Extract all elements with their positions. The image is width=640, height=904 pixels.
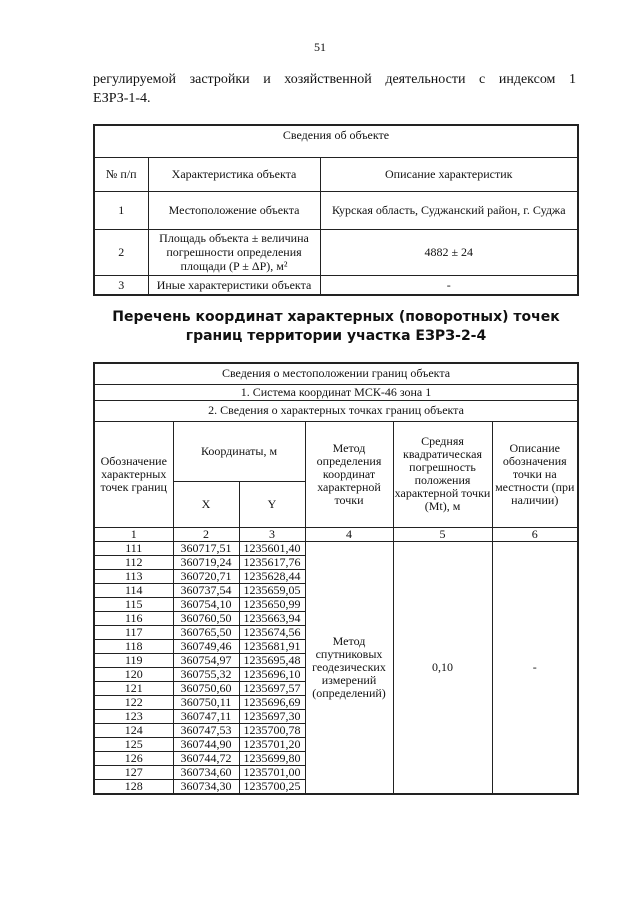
coordinates-table <box>93 362 579 795</box>
point-y: 1235659,05 <box>239 583 305 597</box>
point-x: 360734,30 <box>173 779 239 794</box>
point-x: 360737,54 <box>173 583 239 597</box>
point-y: 1235601,40 <box>239 541 305 555</box>
description-cell: - <box>492 541 578 794</box>
point-id: 111 <box>94 541 173 555</box>
point-x: 360765,50 <box>173 625 239 639</box>
point-id: 120 <box>94 667 173 681</box>
accuracy-cell: 0,10 <box>393 541 492 794</box>
method-cell: Метод спутниковых геодезических измерений (определений) <box>305 541 393 794</box>
point-y: 1235628,44 <box>239 569 305 583</box>
header-designation: Обозначение характерных точек границ <box>94 421 173 527</box>
row-characteristic: Местоположение объекта <box>148 191 320 229</box>
point-id: 119 <box>94 653 173 667</box>
row-characteristic: Иные характеристики объекта <box>148 275 320 295</box>
coords-title: Сведения о местоположении границ объекта <box>94 363 578 384</box>
intro-line-1: регулируемой застройки и хозяйственной деятельности с индексом 1 <box>93 72 576 87</box>
point-id: 115 <box>94 597 173 611</box>
point-id: 128 <box>94 779 173 794</box>
point-id: 125 <box>94 737 173 751</box>
col-number-2: 2 <box>173 527 239 541</box>
col-number-6: 6 <box>492 527 578 541</box>
row-description: Курская область, Суджанский район, г. Суджа <box>320 191 578 229</box>
point-id: 112 <box>94 555 173 569</box>
point-id: 117 <box>94 625 173 639</box>
point-y: 1235697,57 <box>239 681 305 695</box>
point-x: 360744,90 <box>173 737 239 751</box>
point-id: 114 <box>94 583 173 597</box>
col-number-5: 5 <box>393 527 492 541</box>
intro-line-2: ЕЗРЗ-1-4. <box>93 91 151 106</box>
point-x: 360720,71 <box>173 569 239 583</box>
point-id: 113 <box>94 569 173 583</box>
coords-points-title: 2. Сведения о характерных точках границ объекта <box>94 400 578 421</box>
row-description: 4882 ± 24 <box>320 229 578 275</box>
point-id: 121 <box>94 681 173 695</box>
point-id: 124 <box>94 723 173 737</box>
row-description: - <box>320 275 578 295</box>
point-id: 122 <box>94 695 173 709</box>
point-y: 1235699,80 <box>239 751 305 765</box>
point-x: 360747,11 <box>173 709 239 723</box>
point-y: 1235701,20 <box>239 737 305 751</box>
page-number: 51 <box>314 40 326 54</box>
object-info-title: Сведения об объекте <box>94 125 578 157</box>
point-x: 360755,32 <box>173 667 239 681</box>
point-y: 1235697,30 <box>239 709 305 723</box>
point-y: 1235700,78 <box>239 723 305 737</box>
point-y: 1235701,00 <box>239 765 305 779</box>
point-x: 360750,11 <box>173 695 239 709</box>
point-x: 360717,51 <box>173 541 239 555</box>
point-x: 360760,50 <box>173 611 239 625</box>
col-number-4: 4 <box>305 527 393 541</box>
point-x: 360754,10 <box>173 597 239 611</box>
header-coordinates: Координаты, м <box>173 421 305 481</box>
object-info-table <box>93 124 579 296</box>
coords-system: 1. Система координат МСК-46 зона 1 <box>94 384 578 400</box>
point-y: 1235663,94 <box>239 611 305 625</box>
coordinates-heading <box>93 308 579 346</box>
point-id: 126 <box>94 751 173 765</box>
col-number-1: 1 <box>94 527 173 541</box>
point-id: 118 <box>94 639 173 653</box>
header-description: Описание характеристик <box>320 157 578 191</box>
point-x: 360749,46 <box>173 639 239 653</box>
heading-line-2: границ территории участка ЕЗРЗ-2-4 <box>185 328 487 344</box>
point-x: 360719,24 <box>173 555 239 569</box>
header-description: Описание обозначения точки на местности (при наличии) <box>492 421 578 527</box>
point-id: 116 <box>94 611 173 625</box>
header-characteristic: Характеристика объекта <box>148 157 320 191</box>
table-row <box>94 229 578 275</box>
point-x: 360747,53 <box>173 723 239 737</box>
table-row <box>94 275 578 295</box>
header-num: № п/п <box>94 157 148 191</box>
point-x: 360754,97 <box>173 653 239 667</box>
intro-paragraph <box>93 70 576 108</box>
row-num: 2 <box>94 229 148 275</box>
point-x: 360744,72 <box>173 751 239 765</box>
point-x: 360734,60 <box>173 765 239 779</box>
row-num: 3 <box>94 275 148 295</box>
col-number-3: 3 <box>239 527 305 541</box>
row-characteristic: Площадь объекта ± величина погрешности определения площади (P ± ΔP), м² <box>148 229 320 275</box>
table-row <box>94 541 578 555</box>
point-y: 1235696,10 <box>239 667 305 681</box>
header-y: Y <box>239 481 305 527</box>
point-id: 127 <box>94 765 173 779</box>
header-accuracy: Средняя квадратическая погрешность положения характерной точки (Mt), м <box>393 421 492 527</box>
point-y: 1235650,99 <box>239 597 305 611</box>
point-y: 1235617,76 <box>239 555 305 569</box>
point-x: 360750,60 <box>173 681 239 695</box>
table-row <box>94 191 578 229</box>
heading-line-1: Перечень координат характерных (поворотных) точек <box>112 309 560 325</box>
header-method: Метод определения координат характерной точки <box>305 421 393 527</box>
point-id: 123 <box>94 709 173 723</box>
point-y: 1235696,69 <box>239 695 305 709</box>
point-y: 1235674,56 <box>239 625 305 639</box>
point-y: 1235695,48 <box>239 653 305 667</box>
header-x: X <box>173 481 239 527</box>
point-y: 1235700,25 <box>239 779 305 794</box>
row-num: 1 <box>94 191 148 229</box>
point-y: 1235681,91 <box>239 639 305 653</box>
